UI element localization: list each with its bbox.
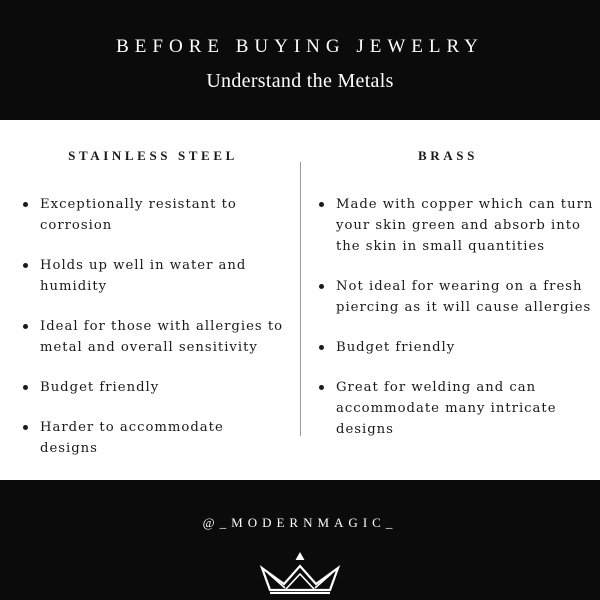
comparison-section bbox=[0, 120, 600, 480]
page-title: BEFORE BUYING JEWELRY bbox=[116, 36, 484, 57]
column-divider bbox=[300, 162, 301, 436]
list-item-text: Exceptionally resistant to corrosion bbox=[40, 197, 237, 233]
list-item-text: Budget friendly bbox=[40, 380, 160, 395]
list-item bbox=[318, 377, 598, 440]
bullet-icon bbox=[23, 202, 28, 207]
bullet-icon bbox=[319, 345, 324, 350]
list-item bbox=[318, 276, 598, 318]
column-heading: STAINLESS STEEL bbox=[68, 148, 238, 163]
crown-icon bbox=[256, 546, 344, 596]
page-subtitle: Understand the Metals bbox=[206, 70, 394, 92]
list-item-text: Holds up well in water and humidity bbox=[40, 258, 247, 294]
list-item-text: Budget friendly bbox=[336, 340, 456, 355]
list-item-text: Harder to accommodate designs bbox=[40, 420, 224, 456]
column-heading: BRASS bbox=[418, 148, 478, 163]
bullet-icon bbox=[319, 284, 324, 289]
bullet-icon bbox=[319, 202, 324, 207]
footer-banner bbox=[0, 480, 600, 600]
bullet-list bbox=[22, 194, 284, 478]
bullet-icon bbox=[319, 385, 324, 390]
list-item bbox=[22, 417, 284, 459]
bullet-icon bbox=[23, 263, 28, 268]
list-item bbox=[22, 377, 284, 398]
list-item-text: Not ideal for wearing on a fresh piercing as it will cause allergies bbox=[336, 279, 592, 315]
list-item-text: Ideal for those with allergies to metal and overall sensitivity bbox=[40, 319, 284, 355]
header-banner bbox=[0, 0, 600, 120]
bullet-list bbox=[318, 194, 598, 459]
bullet-icon bbox=[23, 425, 28, 430]
social-handle: @_MODERNMAGIC_ bbox=[202, 515, 398, 530]
list-item bbox=[318, 337, 598, 358]
list-item bbox=[318, 194, 598, 257]
list-item bbox=[22, 316, 284, 358]
bullet-icon bbox=[23, 385, 28, 390]
list-item-text: Made with copper which can turn your skin green and absorb into the skin in small quantities bbox=[336, 197, 594, 254]
list-item-text: Great for welding and can accommodate many intricate designs bbox=[336, 380, 557, 437]
list-item bbox=[22, 255, 284, 297]
list-item bbox=[22, 194, 284, 236]
bullet-icon bbox=[23, 324, 28, 329]
